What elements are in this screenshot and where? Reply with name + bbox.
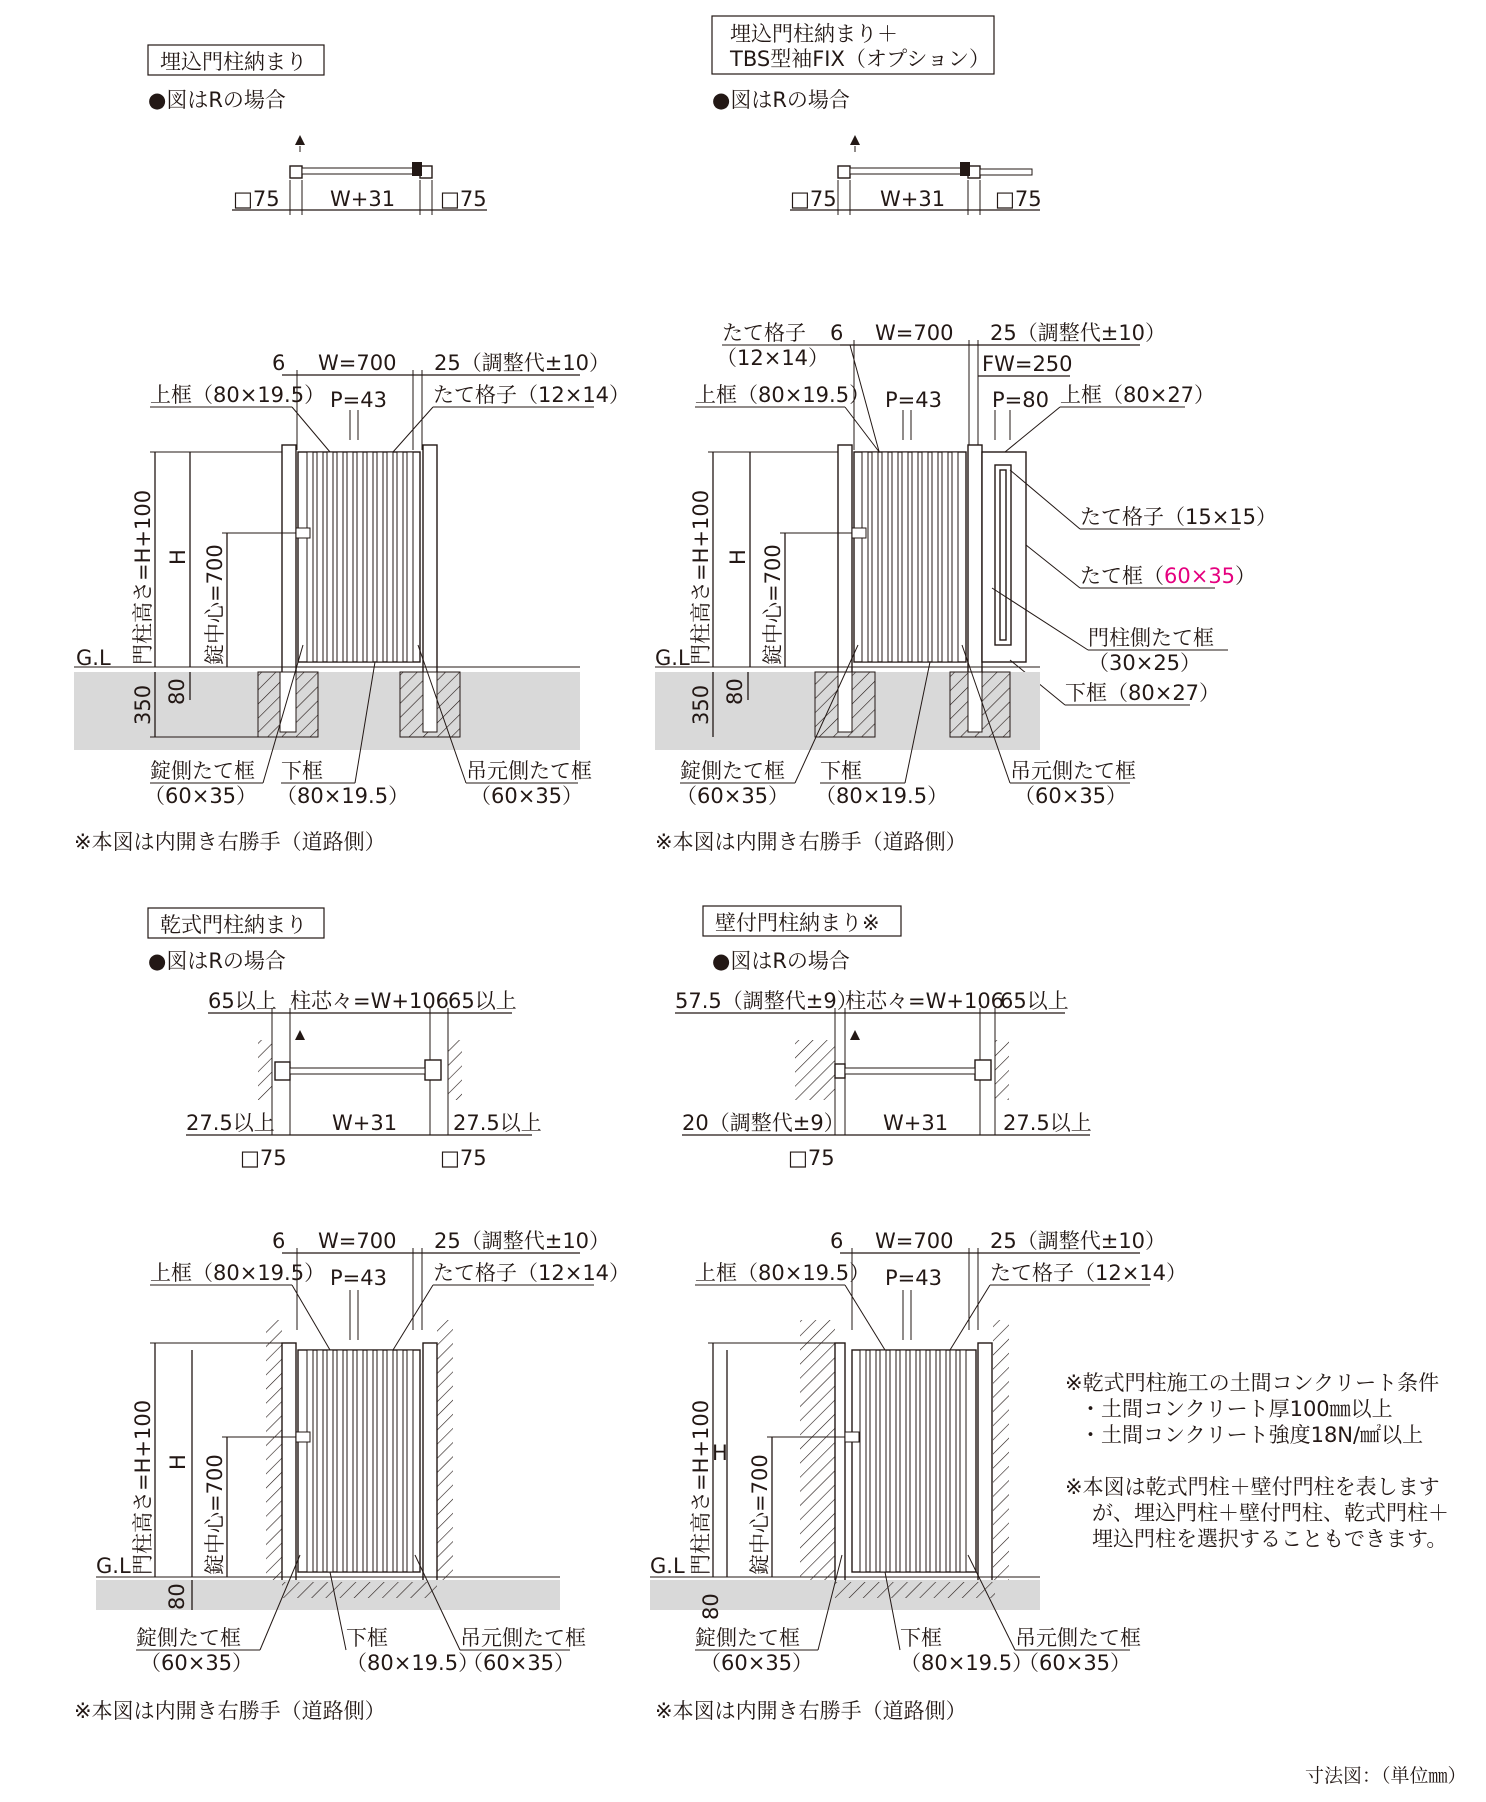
label-lattice-b: （12×14）	[716, 346, 830, 370]
adjust-dim: 25（調整代±10）	[434, 1229, 611, 1253]
depth-80: 80	[165, 678, 189, 705]
hinge-note: ●図はRの場合	[712, 949, 850, 973]
plan-left-dim: □75	[790, 187, 837, 211]
panel-title: 壁付門柱納まり※	[715, 911, 880, 935]
fix-pitch-dim: P=80	[992, 388, 1049, 412]
label-top-rail: 上框（80×19.5）	[695, 383, 871, 407]
label-bottom-rail-b: （80×19.5）	[900, 1651, 1034, 1675]
label-top-rail: 上框（80×19.5）	[150, 383, 326, 407]
gap-dim: 6	[830, 1229, 844, 1253]
width-dim: W=700	[318, 1229, 397, 1253]
width-dim: W=700	[875, 321, 954, 345]
panel-title-line1: 埋込門柱納まり＋	[730, 22, 898, 46]
ground-level: G.L	[76, 646, 111, 670]
arrow-up-icon	[295, 1030, 305, 1040]
height-dim: H	[166, 549, 190, 565]
width-dim: W=700	[875, 1229, 954, 1253]
label-hinge-stile-b: （60×35）	[1018, 1651, 1132, 1675]
label-lattice: たて格子（12×14）	[433, 383, 631, 407]
pitch-dim: P=43	[885, 388, 942, 412]
label-fix-frame: たて框（60×35）	[1080, 564, 1257, 588]
panel-embedded-fix	[655, 16, 1277, 854]
adjust-dim: 25（調整代±10）	[990, 1229, 1167, 1253]
plan-top-center-dim: 柱芯々=W+106	[845, 989, 1005, 1013]
post-height-dim: 門柱高さ=H+100	[689, 489, 713, 665]
label-hinge-stile-b: （60×35）	[1014, 784, 1128, 808]
label-bottom-rail-a: 下框	[820, 759, 862, 783]
arrow-up-icon	[850, 1030, 860, 1040]
post-height-dim: 門柱高さ=H+100	[131, 1399, 155, 1575]
lock-handle	[296, 1432, 310, 1442]
label-top-rail: 上框（80×19.5）	[150, 1261, 326, 1285]
label-bottom-rail-b: （80×19.5）	[276, 784, 410, 808]
label-lattice: たて格子（12×14）	[433, 1261, 631, 1285]
post-height-dim: 門柱高さ=H+100	[131, 489, 155, 665]
label-post-frame-b: （30×25）	[1088, 651, 1202, 675]
arrow-up-icon	[295, 135, 305, 145]
post-height-dim: 門柱高さ=H+100	[689, 1399, 713, 1575]
panel-title: 乾式門柱納まり	[160, 913, 307, 937]
plan-top-left-dim: 65以上	[208, 989, 277, 1013]
hinge-note: ●図はRの場合	[148, 88, 286, 112]
hinge-note: ●図はRの場合	[148, 949, 286, 973]
plan-bottom-right-dim: 27.5以上	[1003, 1111, 1092, 1135]
pitch-dim: P=43	[885, 1266, 942, 1290]
panel-wall-post	[650, 906, 1187, 1723]
label-hinge-stile-a: 吊元側たて框	[1015, 1626, 1141, 1650]
plan-right-dim: □75	[440, 187, 487, 211]
gate-bars	[307, 1350, 413, 1572]
hinge-note: ●図はRの場合	[712, 88, 850, 112]
gap-dim: 6	[272, 1229, 286, 1253]
lock-center-dim: 錠中心=700	[761, 544, 785, 665]
arrow-up-icon	[850, 135, 860, 145]
label-hinge-stile-a: 吊元側たて框	[466, 759, 592, 783]
depth-350: 350	[131, 684, 155, 725]
label-top-rail: 上框（80×19.5）	[695, 1261, 871, 1285]
panel-embedded-post	[74, 45, 630, 854]
plan-bottom-left-dim: 20（調整代±9）	[682, 1111, 845, 1135]
plan-post-left: □75	[240, 1146, 287, 1170]
label-lock-stile-b: （60×35）	[144, 784, 258, 808]
lock-handle	[852, 528, 866, 538]
label-hinge-stile-a: 吊元側たて框	[460, 1626, 586, 1650]
label-bottom-rail-a: 下框	[346, 1626, 388, 1650]
gap-dim: 6	[830, 321, 844, 345]
ground-level: G.L	[96, 1554, 131, 1578]
plan-view	[232, 135, 487, 215]
plan-bottom-center-dim: W+31	[883, 1111, 949, 1135]
fix-width-dim: FW=250	[982, 352, 1073, 376]
plan-bottom-right-dim: 27.5以上	[453, 1111, 542, 1135]
panel-title-line2: TBS型袖FIX（オプション）	[730, 47, 990, 71]
note-line-6: 埋込門柱を選択することもできます。	[1092, 1527, 1448, 1551]
plan-view	[675, 989, 1092, 1170]
ground-level: G.L	[650, 1554, 685, 1578]
pitch-dim: P=43	[330, 1266, 387, 1290]
footnote: ※本図は内開き右勝手（道路側）	[74, 830, 386, 854]
elevation-view	[74, 351, 630, 808]
width-dim: W=700	[318, 351, 397, 375]
plan-view	[186, 989, 542, 1170]
unit-caption: 寸法図：（単位㎜）	[1305, 1765, 1467, 1787]
lock-handle	[845, 1432, 859, 1442]
plan-top-right-dim: 65以上	[448, 989, 517, 1013]
panel-title: 埋込門柱納まり	[160, 50, 307, 74]
label-post-frame-a: 門柱側たて框	[1088, 626, 1214, 650]
panel-dry-post	[74, 908, 630, 1723]
gate-bars	[860, 1350, 966, 1572]
label-lattice: たて格子（12×14）	[990, 1261, 1188, 1285]
plan-top-center-dim: 柱芯々=W+106	[290, 989, 450, 1013]
lock-handle	[296, 528, 310, 538]
plan-top-right-dim: 65以上	[1000, 989, 1069, 1013]
lock-center-dim: 錠中心=700	[203, 544, 227, 665]
plan-mid-dim: W+31	[330, 187, 396, 211]
label-lock-stile-b: （60×35）	[700, 1651, 814, 1675]
gate-bars	[307, 452, 413, 662]
elevation-view	[650, 1229, 1187, 1675]
depth-80: 80	[165, 1583, 189, 1610]
footnote: ※本図は内開き右勝手（道路側）	[74, 1699, 386, 1723]
elevation-view	[96, 1229, 630, 1675]
height-dim: H	[726, 549, 750, 565]
footnote: ※本図は内開き右勝手（道路側）	[655, 1699, 967, 1723]
plan-left-dim: □75	[233, 187, 280, 211]
plan-mid-dim: W+31	[880, 187, 946, 211]
depth-80: 80	[699, 1593, 723, 1620]
plan-bottom-left-dim: 27.5以上	[186, 1111, 275, 1135]
label-hinge-stile-b: （60×35）	[470, 784, 584, 808]
label-lock-stile-b: （60×35）	[676, 784, 790, 808]
label-bottom-rail-a: 下框	[900, 1626, 942, 1650]
plan-right-dim: □75	[995, 187, 1042, 211]
depth-80: 80	[723, 678, 747, 705]
label-bottom-rail-b: （80×19.5）	[346, 1651, 480, 1675]
label-lock-stile-a: 錠側たて框	[695, 1626, 800, 1650]
note-line-4: ※本図は乾式門柱＋壁付門柱を表します	[1065, 1475, 1440, 1499]
adjust-dim: 25（調整代±10）	[990, 321, 1167, 345]
label-fix-bottom-rail: 下框（80×27）	[1065, 681, 1221, 705]
plan-post-left: □75	[788, 1146, 835, 1170]
label-lattice-a: たて格子	[722, 321, 806, 345]
label-lock-stile-a: 錠側たて框	[150, 759, 255, 783]
plan-bottom-center-dim: W+31	[332, 1111, 398, 1135]
plan-top-left-dim: 57.5（調整代±9）	[675, 989, 858, 1013]
adjust-dim: 25（調整代±10）	[434, 351, 611, 375]
lock-center-dim: 錠中心=700	[748, 1454, 772, 1575]
note-line-2: ・土間コンクリート厚100㎜以上	[1080, 1397, 1393, 1421]
height-dim: H	[712, 1441, 728, 1465]
height-dim: H	[166, 1454, 190, 1470]
ground-level: G.L	[655, 646, 690, 670]
label-lattice-15: たて格子（15×15）	[1080, 505, 1278, 529]
label-lock-stile-a: 錠側たて框	[680, 759, 785, 783]
label-hinge-stile-b: （60×35）	[462, 1651, 576, 1675]
note-line-5: が、埋込門柱＋壁付門柱、乾式門柱＋	[1092, 1501, 1449, 1525]
footnote: ※本図は内開き右勝手（道路側）	[655, 830, 967, 854]
note-line-1: ※乾式門柱施工の土間コンクリート条件	[1065, 1371, 1440, 1395]
label-lock-stile-a: 錠側たて框	[136, 1626, 241, 1650]
construction-notes	[1065, 1371, 1449, 1551]
elevation-view	[655, 321, 1277, 808]
plan-post-right: □75	[440, 1146, 487, 1170]
label-hinge-stile-a: 吊元側たて框	[1010, 759, 1136, 783]
label-bottom-rail-a: 下框	[281, 759, 323, 783]
depth-350: 350	[689, 684, 713, 725]
gap-dim: 6	[272, 351, 286, 375]
label-bottom-rail-b: （80×19.5）	[815, 784, 949, 808]
note-line-3: ・土間コンクリート強度18N/㎟以上	[1080, 1423, 1424, 1447]
pitch-dim: P=43	[330, 388, 387, 412]
label-fix-top-rail: 上框（80×27）	[1060, 383, 1216, 407]
lock-center-dim: 錠中心=700	[203, 1454, 227, 1575]
plan-view	[790, 135, 1042, 215]
label-lock-stile-b: （60×35）	[140, 1651, 254, 1675]
